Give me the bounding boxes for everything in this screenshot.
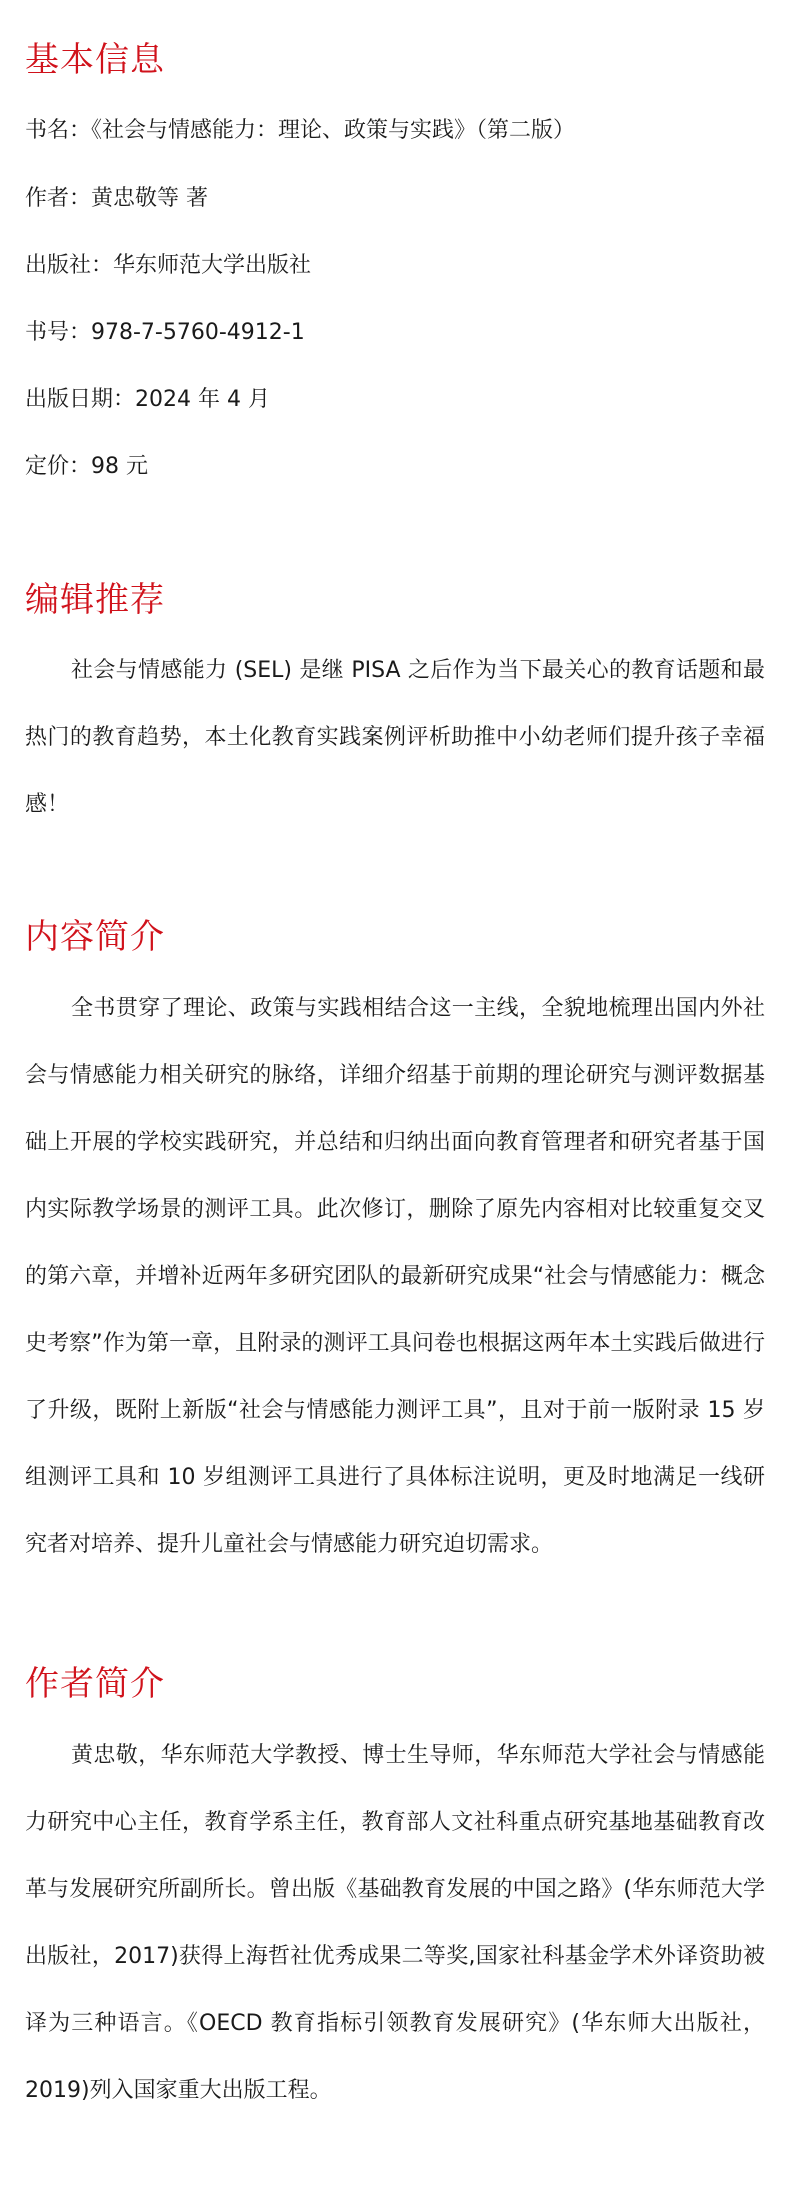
author-line: 作者：黄忠敬等 著 xyxy=(25,186,208,211)
section-title-editor-recommend: 编辑推荐 xyxy=(25,580,165,620)
price-line: 定价：98 元 xyxy=(25,454,148,479)
book-name-line: 书名：《社会与情感能力：理论、政策与实践》（第二版） xyxy=(25,118,576,143)
section-title-basic-info: 基本信息 xyxy=(25,40,165,80)
editor-recommend-text: 社会与情感能力 (SEL) 是继 PISA 之后作为当下最关心的教育话题和最热门的教育趋势，本土化教育实践案例评析助推中小幼老师们提升孩子幸福感！ xyxy=(25,658,765,817)
publisher-line: 出版社：华东师范大学出版社 xyxy=(25,253,312,278)
isbn-line: 书号：978-7-5760-4912-1 xyxy=(25,320,305,345)
content-intro-text: 全书贯穿了理论、政策与实践相结合这一主线，全貌地梳理出国内外社会与情感能力相关研究的脉络，详细介绍基于前期的理论研究与测评数据基础上开展的学校实践研究，并总结和归纳出面向教育管理者和研究者基于国内实际教学场景的测评工具。此次修订，删除了原先内容相对比较重复交叉的第六章，并增补近两年多研究团队的最新研究成果“社会与情感能力：概念史考察”作为第一章，且附录的测评工具问卷也根据这两年本土实践后做进行了升级，既附上新版“社会与情感能力测评工具”，且对于前一版附录 15 岁组测评工具和 10 岁组测评工具进行了具体标注说明，更及时地满足一线研究者对培养、提升儿童社会与情感能力研究迫切需求。 xyxy=(25,996,765,1557)
section-title-author-intro: 作者简介 xyxy=(25,1664,165,1704)
section-title-content-intro: 内容简介 xyxy=(25,917,165,957)
author-intro-text: 黄忠敬，华东师范大学教授、博士生导师，华东师范大学社会与情感能力研究中心主任，教育学系主任，教育部人文社科重点研究基地基础教育改革与发展研究所副所长。曾出版《基础教育发展的中国之路》(华东师范大学出版社，2017)获得上海哲社优秀成果二等奖,国家社科基金学术外译资助被译为三种语言。《OECD 教育指标引领教育发展研究》(华东师大出版社，2019)列入国家重大出版工程。 xyxy=(25,1743,765,2103)
pub-date-line: 出版日期：2024 年 4 月 xyxy=(25,387,270,412)
